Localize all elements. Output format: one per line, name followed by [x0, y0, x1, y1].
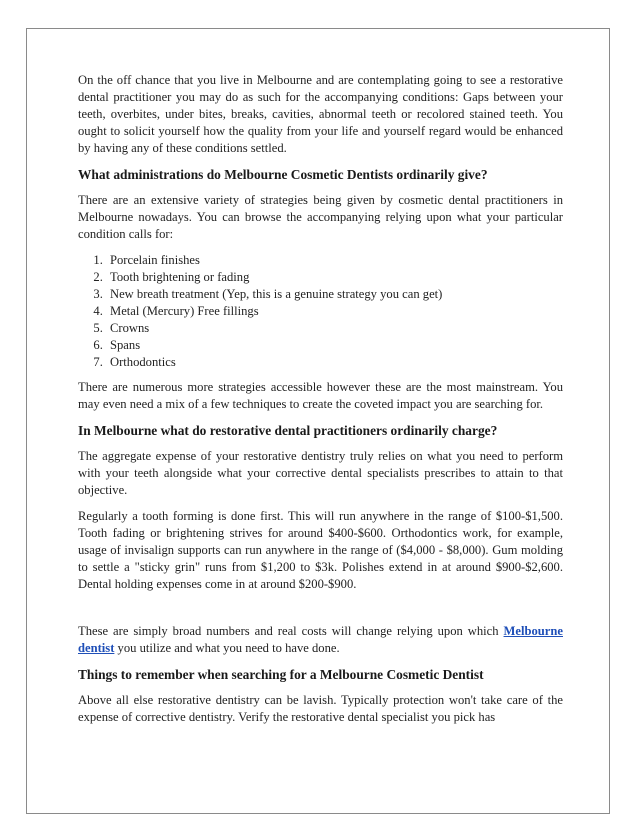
strategies-paragraph: There are an extensive variety of strategies being given by cosmetic dental practitioners in Melbourne nowadays. You can browse the accompanying relying upon what your particular condition calls for:: [78, 193, 563, 241]
section-heading-charges: In Melbourne what do restorative dental practitioners ordinarily charge?: [78, 423, 498, 438]
list-item: 7. Orthodontics: [106, 354, 563, 371]
procedures-list: [78, 252, 563, 371]
list-item: 2. Tooth brightening or fading: [106, 269, 563, 286]
costs-paragraph: [78, 623, 563, 657]
list-item: 1. Porcelain finishes: [106, 252, 563, 269]
costs-text-before: These are simply broad numbers and real costs will change relying upon which: [78, 624, 504, 638]
expense-paragraph: The aggregate expense of your restorative dentistry truly relies on what you need to perform with your teeth alongside what your corrective dental specialists prescribes to attain to that objective.: [78, 449, 563, 497]
mainstream-paragraph: There are numerous more strategies accessible however these are the most mainstream. You may even need a mix of a few techniques to create the coveted impact you are searching for.: [78, 380, 563, 411]
list-item: 4. Metal (Mercury) Free fillings: [106, 303, 563, 320]
melbourne-dentist-link[interactable]: Melbourne dentist: [78, 624, 563, 655]
list-item: 6. Spans: [106, 337, 563, 354]
list-item: 5. Crowns: [106, 320, 563, 337]
list-item: 3. New breath treatment (Yep, this is a genuine strategy you can get): [106, 286, 563, 303]
document-body: [78, 72, 563, 735]
pricing-paragraph: Regularly a tooth forming is done first. This will run anywhere in the range of $100-$1,500. Tooth fading or brightening strives for around $400-$600. Orthodontics work, for example, usage of invisalign supports can run anywhere in the range of ($4,000 - $8,000). Gum molding to settle a "sticky grin" runs from $1,200 to $3k. Polishes extend in at around $900-$2,600. Dental holding expenses come in at around $200-$900.: [78, 509, 563, 591]
intro-paragraph: On the off chance that you live in Melbourne and are contemplating going to see a restorative dental practitioner you may do as such for the accompanying conditions: Gaps between your teeth, overbites, under bites, breaks, cavities, abnormal teeth or recolored stained teeth. You ought to solicit yourself how the quality from your life and yourself regard would be enhanced by having any of these conditions settled.: [78, 73, 563, 155]
section-heading-administrations: What administrations do Melbourne Cosmetic Dentists ordinarily give?: [78, 167, 488, 182]
spacer: [78, 602, 563, 623]
lavish-paragraph: Above all else restorative dentistry can be lavish. Typically protection won't take care of the expense of corrective dentistry. Verify the restorative dental specialist you pick has: [78, 693, 563, 724]
costs-text-after: you utilize and what you need to have done.: [114, 641, 340, 655]
section-heading-things-to-remember: Things to remember when searching for a Melbourne Cosmetic Dentist: [78, 667, 484, 682]
